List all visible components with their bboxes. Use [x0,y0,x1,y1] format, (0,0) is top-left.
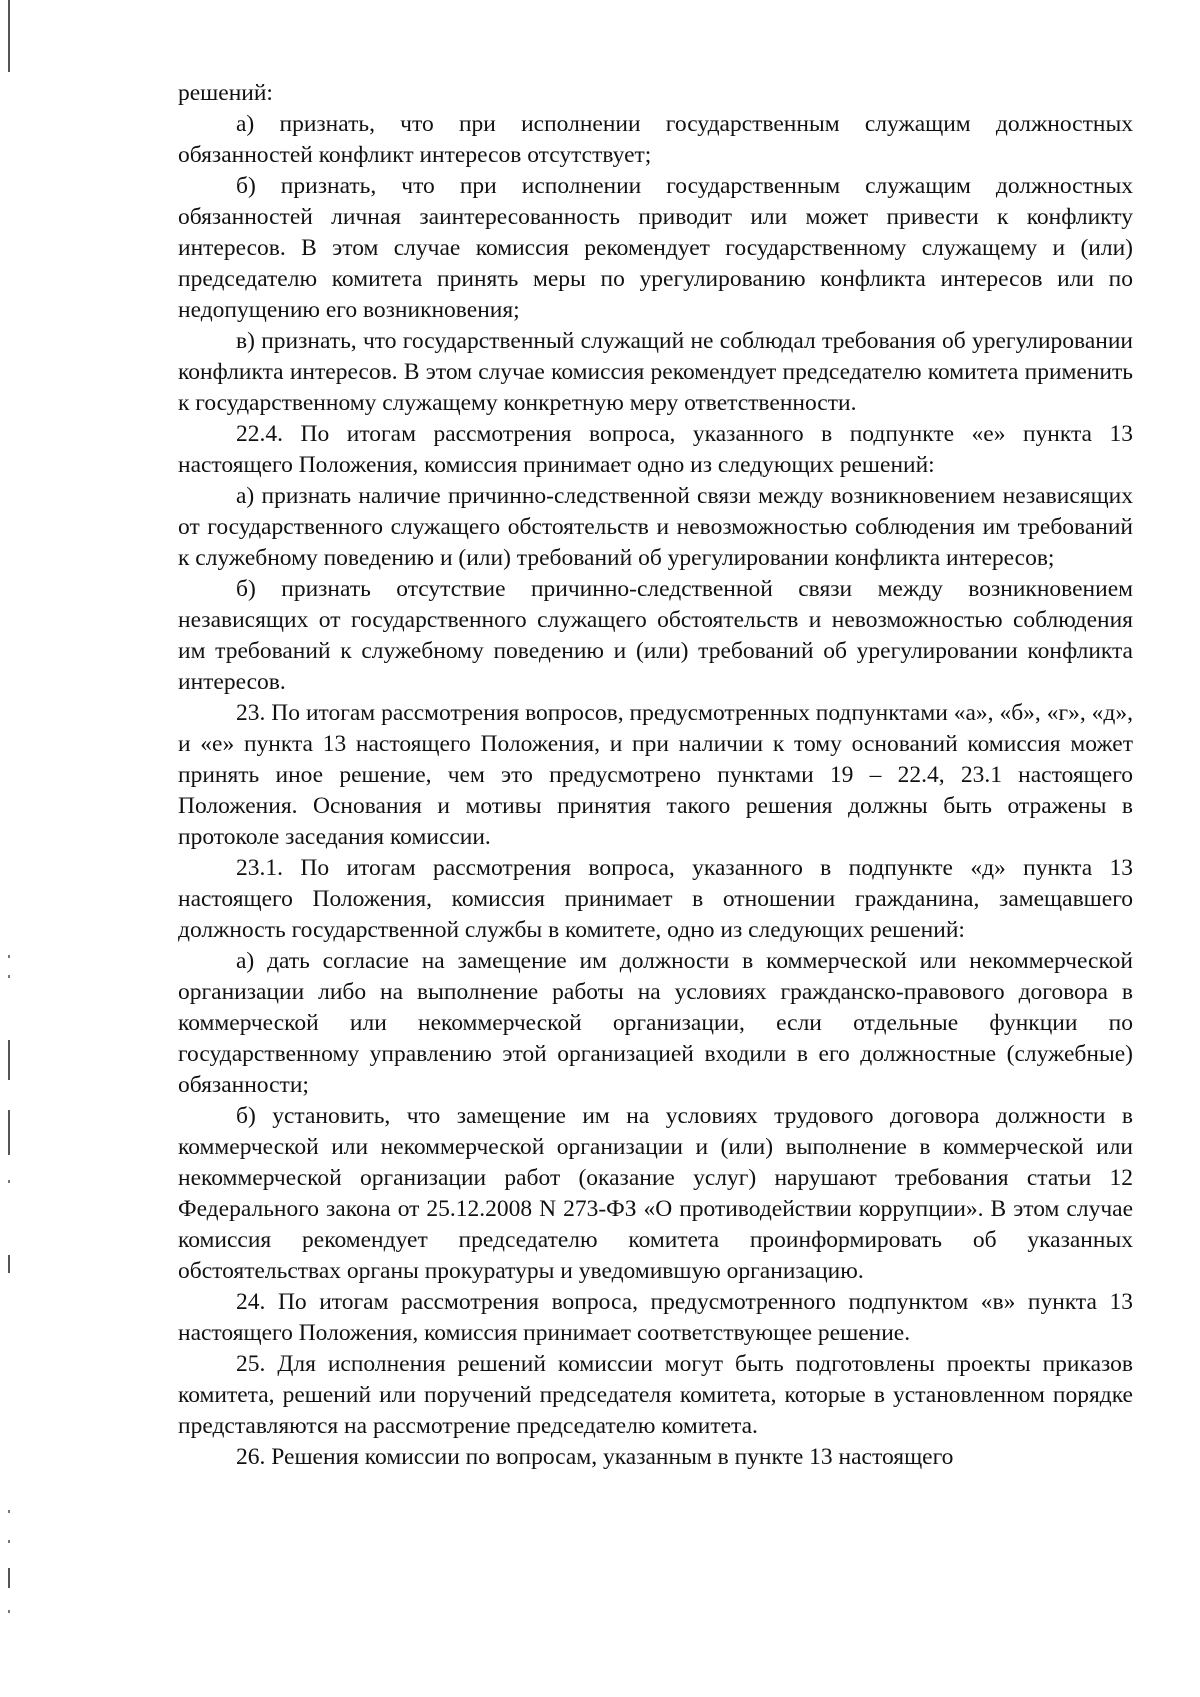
paragraph: 25. Для исполнения решений комиссии могут быть подготовлены проекты приказов комитета, решений или поручений председателя комитета, которые в установленном порядке представляются на рассмотрение председателю комитета. [178,1351,1133,1439]
paragraph: а) признать, что при исполнении государственным служащим должностных обязанностей конфликт интересов отсутствует; [178,111,1133,168]
paragraph: а) дать согласие на замещение им должности в коммерческой или некоммерческой организации либо на выполнение работы на условиях гражданско-правового договора в коммерческой или некоммерческой организации, если отдельные функции по государственному управлению этой организацией входили в его должностные (служебные) обязанности; [178,948,1133,1098]
scan-edge-mark [8,1180,10,1183]
paragraph: в) признать, что государственный служащий не соблюдал требования об урегулировании конфликта интересов. В этом случае комиссия рекомендует председателю комитета применить к государственному служащему конкретную меру ответственности. [178,328,1133,416]
scan-edge-mark [8,1110,10,1155]
paragraph: 26. Решения комиссии по вопросам, указанным в пункте 13 настоящего [236,1444,954,1470]
paragraph: 24. По итогам рассмотрения вопроса, предусмотренного подпунктом «в» пункта 13 настоящего Положения, комиссия принимает соответствующее решение. [178,1289,1133,1346]
document-body [178,78,1133,1473]
scan-edge-mark [8,1040,10,1080]
scan-edge-mark [8,1540,10,1543]
paragraph: а) признать наличие причинно-следственной связи между возникновением независящих от государственного служащего обстоятельств и невозможностью соблюдения им требований к служебному поведению и (или) требований об урегулировании конфликта интересов; [178,483,1133,571]
paragraph: 23.1. По итогам рассмотрения вопроса, указанного в подпункте «д» пункта 13 настоящего Положения, комиссия принимает в отношении гражданина, замещавшего должность государственной службы в комитете, одно из следующих решений: [178,855,1133,943]
scan-edge-mark [8,0,10,72]
paragraph: б) установить, что замещение им на условиях трудового договора должности в коммерческой или некоммерческой организации и (или) выполнение в коммерческой или некоммерческой организации работ (оказание услуг) нарушают требования статьи 12 Федерального закона от 25.12.2008 N 273-ФЗ «О противодействии коррупции». В этом случае комиссия рекомендует председателю комитета проинформировать об указанных обстоятельствах органы прокуратуры и уведомившую организацию. [178,1103,1133,1284]
scan-edge-mark [8,1255,10,1273]
paragraph: б) признать отсутствие причинно-следственной связи между возникновением независящих от государственного служащего обстоятельств и невозможностью соблюдения им требований к служебному поведению и (или) требований об урегулировании конфликта интересов. [178,576,1133,695]
paragraph: 22.4. По итогам рассмотрения вопроса, указанного в подпункте «е» пункта 13 настоящего Положения, комиссия принимает одно из следующих решений: [178,421,1133,478]
paragraph: 23. По итогам рассмотрения вопросов, предусмотренных подпунктами «а», «б», «г», «д», и «е» пункта 13 настоящего Положения, и при наличии к тому оснований комиссия может принять иное решение, чем это предусмотрено пунктами 19 – 22.4, 23.1 настоящего Положения. Основания и мотивы принятия такого решения должны быть отражены в протоколе заседания комиссии. [178,700,1133,850]
scan-edge-mark [8,955,10,958]
paragraph: б) признать, что при исполнении государственным служащим должностных обязанностей личная заинтересованность приводит или может привести к конфликту интересов. В этом случае комиссия рекомендует государственному служащему и (или) председателю комитета принять меры по урегулированию конфликта интересов или по недопущению его возникновения; [178,173,1133,323]
scan-edge-mark [8,1568,10,1588]
paragraph: решений: [178,80,273,106]
scan-edge-mark [8,975,10,978]
scan-edge-mark [8,1510,10,1513]
scan-edge-mark [8,1610,10,1613]
